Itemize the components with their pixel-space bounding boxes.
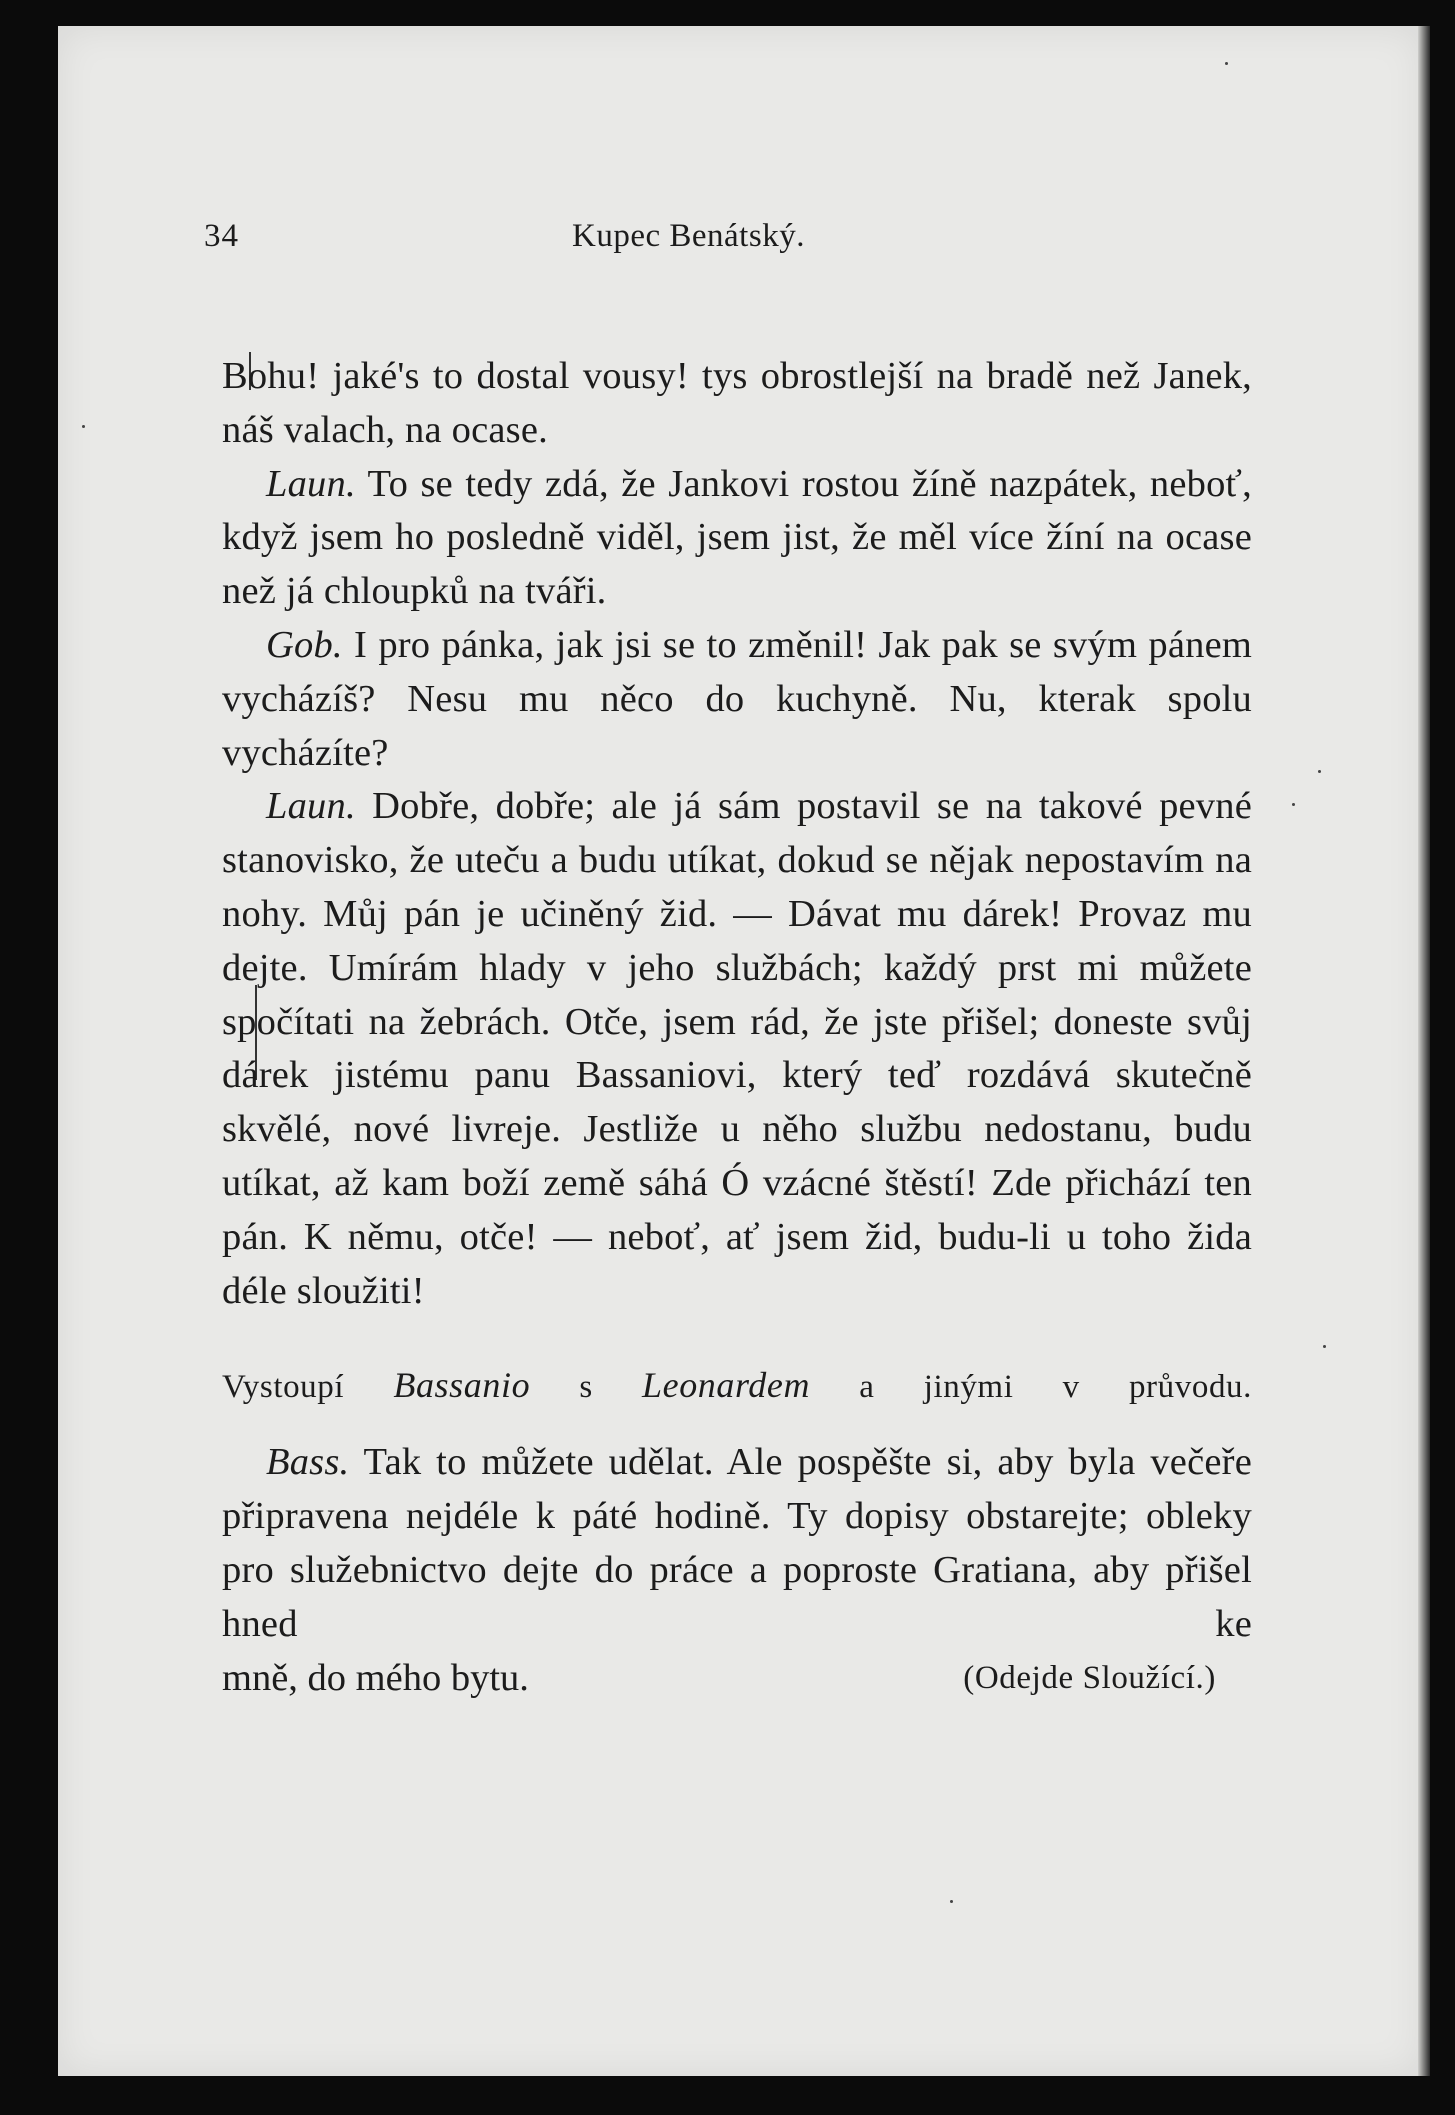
page-number: 34 <box>204 218 239 254</box>
stage-character: Bassanio <box>393 1365 531 1406</box>
paper-speck <box>1323 1345 1326 1348</box>
dialogue-text: Dobře, dobře; ale já sám postavil se na takové pevné stanovisko, že uteču a budu utíkat, dokud se nějak nepostavím na nohy. Můj pán je učiněný žid. — Dávat mu dárek! Provaz mu dejte. Umírám hlady v jeho službách; každý prst mi můžete spočítati na žebrách. Otče, jsem rád, že jste přišel; doneste svůj dárek jistému panu Bassaniovi, který teď rozdává skutečně skvělé, nové livreje. Jestliže u něho službu nedostanu, budu utíkat, až kam boží země sáhá Ó vzácné štěstí! Zde přichází ten pán. K němu, otče! — neboť, ať jsem žid, budu-li u toho žida déle sloužiti! <box>222 785 1252 1312</box>
dialogue-text: Tak to můžete udělat. Ale pospěšte si, aby byla večeře připravena nejdéle k páté hodině. Ty dopisy obstarejte; obleky pro služebnictvo dejte do práce a poproste Gratiana, aby přišel hned ke <box>222 1441 1252 1645</box>
running-title: Kupec Benátský. <box>572 218 805 254</box>
dialogue-paragraph <box>222 458 1252 619</box>
dialogue-paragraph <box>222 780 1252 1318</box>
stage-text: a jinými v průvodu. <box>810 1369 1252 1406</box>
speaker-name: Gob. <box>266 623 343 666</box>
page-edge-shadow <box>1418 26 1430 2076</box>
speaker-name: Laun. <box>266 785 356 828</box>
paper-speck <box>1292 803 1295 806</box>
stage-character: Leonardem <box>642 1365 811 1406</box>
stage-text: Vystoupí <box>222 1369 394 1406</box>
dialogue-text: mně, do mého bytu. <box>222 1656 529 1699</box>
paper-speck <box>82 425 85 428</box>
speaker-name: Laun. <box>266 462 356 505</box>
paragraph-continuation <box>222 350 1252 458</box>
dialogue-last-line <box>222 1652 1252 1706</box>
exit-stage-direction: (Odejde Sloužící.) <box>963 1659 1216 1696</box>
dialogue-text: I pro pánka, jak jsi se to změnil! Jak pak se svým pánem vycházíš? Nesu mu něco do kuchyně. Nu, kterak spolu vycházíte? <box>222 623 1252 774</box>
stage-text: s <box>530 1369 642 1406</box>
dialogue-paragraph <box>222 619 1252 780</box>
paragraph-text: Bohu! jaké's to dostal vousy! tys obrostlejší na bradě než Janek, náš valach, na ocase. <box>222 355 1252 451</box>
stage-direction <box>222 1361 1252 1411</box>
dialogue-paragraph <box>222 1436 1252 1651</box>
main-text <box>222 350 1252 1705</box>
dialogue-text: To se tedy zdá, že Jankovi rostou žíně nazpátek, neboť, když jsem ho posledně viděl, jsem jist, že měl více žíní na ocase než já chloupků na tváři. <box>222 462 1252 613</box>
paper-speck <box>1318 770 1321 773</box>
speaker-name: Bass. <box>266 1441 350 1484</box>
paper-speck <box>950 1900 953 1903</box>
paper-speck <box>1225 62 1228 65</box>
